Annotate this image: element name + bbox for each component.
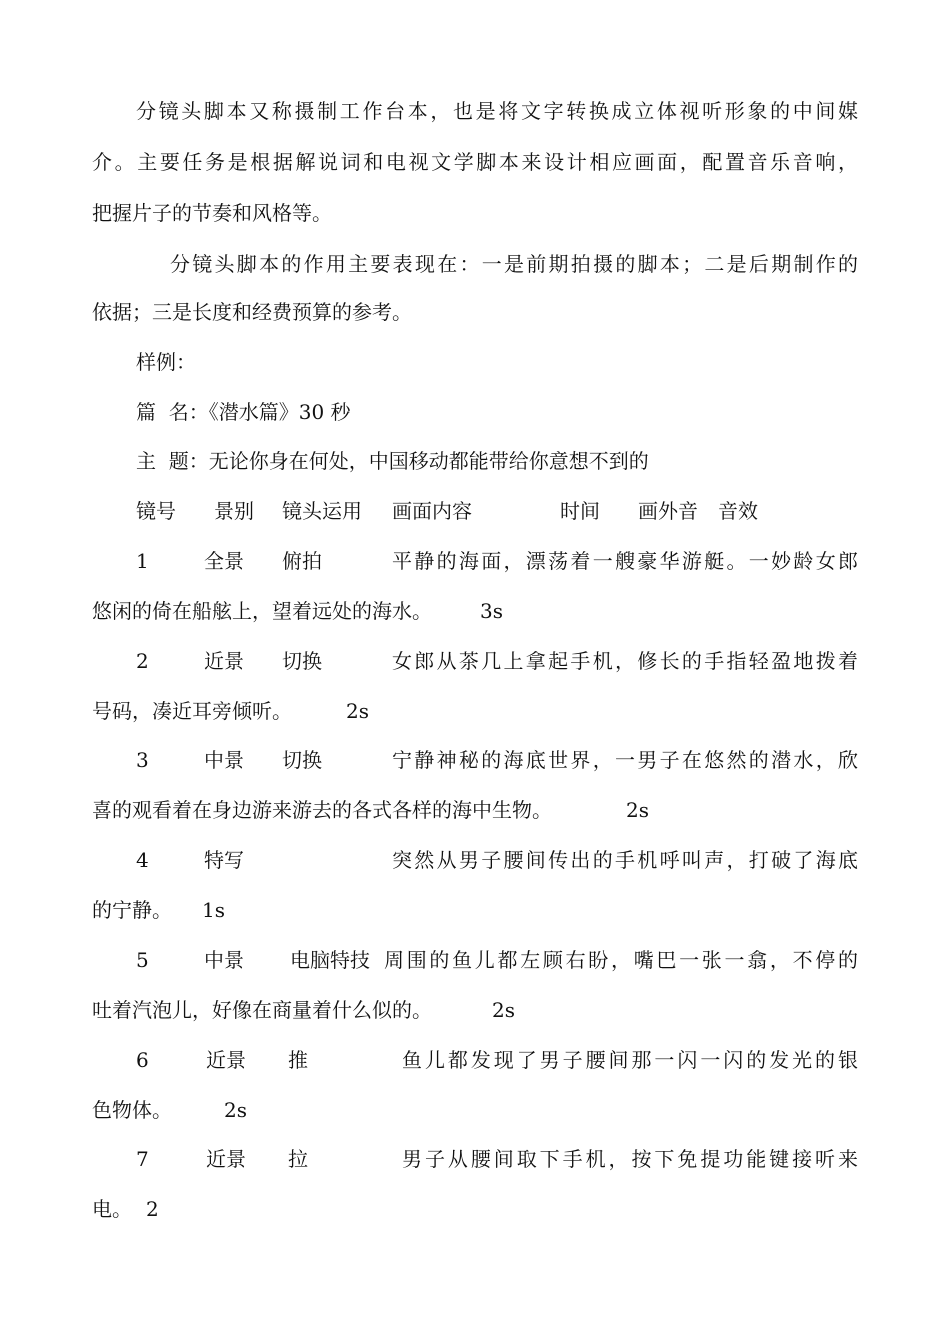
shot-scene: 近景	[204, 649, 244, 673]
shot-no: 6	[136, 1048, 149, 1072]
shot-scene: 近景	[206, 1147, 246, 1171]
shot-content-cont: 喜的观看着在身边游来游去的各式各样的海中生物。	[92, 798, 552, 822]
shot-time: 2s	[492, 998, 515, 1022]
shot-content-cont: 色物体。	[92, 1098, 172, 1122]
shot-camera: 拉	[288, 1147, 308, 1171]
shot-camera: 电脑特技	[290, 948, 370, 972]
header-scene: 景别	[214, 499, 254, 523]
header-camera: 镜头运用	[282, 499, 362, 523]
shot-no: 2	[136, 649, 149, 673]
shot-content-cont: 号码，凑近耳旁倾听。	[92, 699, 292, 723]
shot-content-cont: 电。	[92, 1197, 132, 1221]
intro-p1-line-3: 把握片子的节奏和风格等。	[92, 201, 332, 225]
shot-camera: 切换	[282, 748, 322, 772]
shot-time: 2s	[346, 699, 369, 723]
shot-no: 1	[136, 549, 149, 573]
shot-content: 平静的海面，漂荡着一艘豪华游艇。一妙龄女郎	[392, 549, 858, 573]
shot-camera: 切换	[282, 649, 322, 673]
shot-content-cont: 的宁静。	[92, 898, 172, 922]
shot-no: 7	[136, 1147, 149, 1171]
intro-p1-line-2: 介。主要任务是根据解说词和电视文学脚本来设计相应画面，配置音乐音响，	[92, 150, 858, 174]
shot-scene: 中景	[204, 748, 244, 772]
shot-content: 突然从男子腰间传出的手机呼叫声，打破了海底	[392, 848, 858, 872]
shot-scene: 特写	[204, 848, 244, 872]
header-voiceover: 画外音	[638, 499, 698, 523]
shot-content: 男子从腰间取下手机，按下免提功能键接听来	[402, 1147, 858, 1171]
example-label: 样例：	[136, 350, 196, 374]
shot-content-cont: 悠闲的倚在船舷上，望着远处的海水。	[92, 599, 432, 623]
shot-content: 周围的鱼儿都左顾右盼，嘴巴一张一翕，不停的	[384, 948, 858, 972]
header-shot-no: 镜号	[136, 499, 176, 523]
shot-time: 3s	[480, 599, 503, 623]
shot-scene: 中景	[204, 948, 244, 972]
shot-content-cont: 吐着汽泡儿，好像在商量着什么似的。	[92, 998, 432, 1022]
header-content: 画面内容	[392, 499, 472, 523]
shot-camera: 俯拍	[282, 549, 322, 573]
shot-content: 女郎从茶几上拿起手机，修长的手指轻盈地拨着	[392, 649, 858, 673]
title-line: 篇 名：《潜水篇》30 秒	[136, 400, 351, 424]
shot-no: 4	[136, 848, 149, 872]
header-time: 时间	[560, 499, 600, 523]
shot-time: 1s	[202, 898, 225, 922]
shot-no: 3	[136, 748, 149, 772]
header-sound: 音效	[718, 499, 758, 523]
shot-no: 5	[136, 948, 149, 972]
shot-content: 宁静神秘的海底世界，一男子在悠然的潜水，欣	[392, 748, 858, 772]
shot-scene: 近景	[206, 1048, 246, 1072]
shot-content: 鱼儿都发现了男子腰间那一闪一闪的发光的银	[402, 1048, 858, 1072]
shot-camera: 推	[288, 1048, 308, 1072]
intro-p2-line-1: 分镜头脚本的作用主要表现在：一是前期拍摄的脚本；二是后期制作的	[170, 252, 858, 276]
shot-time: 2s	[224, 1098, 247, 1122]
shot-scene: 全景	[204, 549, 244, 573]
intro-p1-line-1: 分镜头脚本又称摄制工作台本，也是将文字转换成立体视听形象的中间媒	[136, 99, 858, 123]
shot-time: 2s	[626, 798, 649, 822]
shot-time: 2	[146, 1197, 159, 1221]
theme-line: 主 题：无论你身在何处，中国移动都能带给你意想不到的	[136, 449, 649, 473]
intro-p2-line-2: 依据；三是长度和经费预算的参考。	[92, 300, 412, 324]
